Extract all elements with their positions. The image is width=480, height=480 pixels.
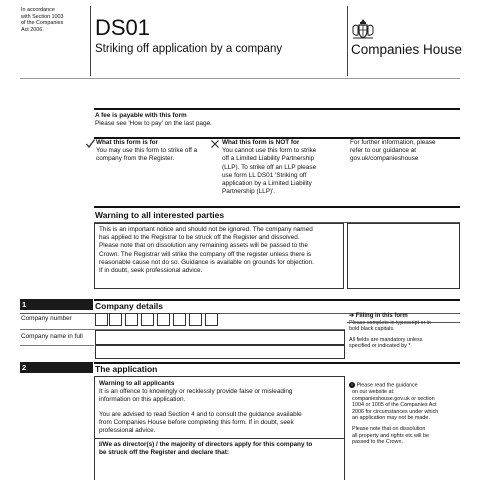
company-name-rule [20, 345, 94, 346]
company-name-label: Company name in full [21, 333, 83, 340]
applicant-warning: Warning to all applicants It is an offence to knowingly or recklessly provide false or misleading information on this application. [99, 380, 343, 405]
brand-name: Companies House [351, 42, 463, 57]
company-name-input-line-2[interactable] [95, 345, 345, 359]
further-info: For further information, please refer to our guidance at gov.uk/companieshouse [350, 139, 460, 164]
company-number-digit[interactable] [189, 313, 202, 326]
filling-help-underline [347, 322, 460, 323]
warning-title: Warning to all interested parties [95, 210, 225, 220]
legal-note: In accordance with Section 1003 of the Companies Act 2006. [21, 7, 64, 33]
form-for-title: What this form is for [96, 139, 159, 146]
brand-divider [347, 6, 348, 76]
section-1-number: 1 [20, 299, 93, 310]
guidance-link[interactable]: gov.uk/companieshouse [350, 155, 419, 163]
section-1-title: Company details [95, 301, 164, 311]
fee-title: A fee is payable with this form [95, 112, 187, 119]
company-number-digit[interactable] [157, 313, 170, 326]
header-bottom-rule [20, 78, 460, 79]
company-number-digit[interactable] [95, 313, 108, 326]
header-divider [90, 6, 91, 76]
declaration-text: I/We as director(s) / the majority of directors apply for this company to be struck off the Register and declare that: [99, 441, 313, 457]
company-number-digit[interactable] [125, 313, 138, 326]
section-2-title: The application [95, 364, 158, 374]
info-icon: i [349, 382, 355, 388]
form-code: DS01 [95, 15, 151, 40]
form-not-for-block: What this form is NOT for You cannot use this form to strike off a Limited Liability Partnership (LLP). To strike off an LLP please use form LL DS01 'Striking off application by a Limited Liability Partnership (LLP)'. [222, 139, 344, 196]
fee-subtitle: Please see 'How to pay' on the last page. [95, 120, 212, 127]
warning-side-box [347, 223, 460, 289]
section-2-guidance: i Please read the guidance on our website at: companieshouse.gov.uk or section 1004 or 1005 of the Companies Act 2006 for circumstances under which an application may not be made. Please note that on dissolution all property and rights etc will be passed to the Crown. [349, 382, 461, 446]
section-2-number: 2 [20, 362, 93, 373]
form-not-for-title: What this form is NOT for [222, 139, 300, 146]
form-title: Striking off application by a company [95, 43, 283, 55]
tick-icon [86, 139, 95, 148]
company-number-digit[interactable] [141, 313, 154, 326]
cross-icon [211, 140, 219, 148]
company-number-field[interactable] [95, 313, 335, 327]
arrow-right-icon: ➜ [349, 313, 355, 319]
filling-help: ➜ Filling in this form Please complete in typescript or in bold black capitals. All fields are mandatory unless specified or indicated by * [349, 313, 432, 350]
royal-crest-icon [351, 18, 375, 40]
company-number-digit[interactable] [173, 313, 186, 326]
guidance-url[interactable]: companieshouse.gov.uk or section [352, 395, 435, 402]
warning-rule [94, 206, 460, 208]
applicant-warning-title: Warning to all applicants [99, 380, 175, 387]
company-number-label: Company number [21, 315, 72, 322]
fee-rule [94, 108, 460, 110]
warning-text: This is an important notice and should not be ignored. The company named has applied to the Registrar to be struck off the Register and dissolved. Please note that on dissolution any remaining assets will be passed to the Crown. The Registrar will strike the company off the register unless there is reasonable cause not do so. Guidance is available on grounds for objection. If in doubt, seek professional advice. [99, 226, 314, 275]
filling-help-title: Filling in this form [355, 313, 408, 319]
advice-text: You are advised to read Section 4 and to consult the guidance available from Companies House before completing this form. If in doubt, seek professional advice. [99, 411, 302, 435]
form-for-block: What this form is for You may use this form to strike off a company from the Register. [96, 139, 208, 164]
company-number-digit[interactable] [205, 313, 218, 326]
company-number-digit[interactable] [109, 313, 122, 326]
declaration-rule [94, 438, 345, 439]
company-name-input[interactable] [95, 330, 345, 345]
